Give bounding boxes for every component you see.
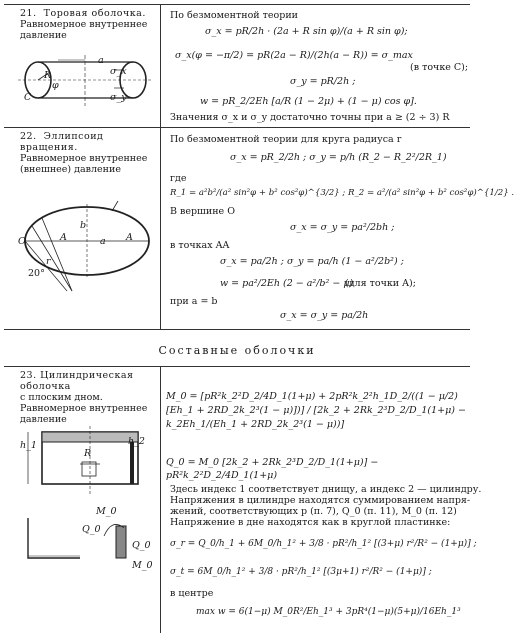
ellipsoid-figure <box>12 196 157 296</box>
formula-22-4: σ_x = pa/2h ; σ_y = pa/h (1 − a²/2b²) ; <box>220 256 404 267</box>
formula-22-5: w = pa²/2Eh (2 − a²/b² − μ) <box>220 278 354 289</box>
section-title: Торовая оболочка. <box>43 8 146 19</box>
section-23-note-3: жений, соответствующих p (п. 7), Q_0 (п. 11), M_0 (п. 12) <box>170 506 457 517</box>
section-subtitle: с плоским дном. Равномерное внутреннее давление <box>20 392 148 425</box>
section-22-for-point-a: (для точки A); <box>345 278 416 289</box>
figure-label-A-right: A <box>126 232 133 243</box>
formula-22-2: R_1 = a²b²/(a² sin²φ + b² cos²φ)^{3/2} ; R_2 = a²/(a² sin²φ + b² cos²φ)^{1/2} . <box>170 188 514 198</box>
figure-label-Q0-right: Q_0 <box>132 540 151 551</box>
formula-21-2: σ_x(φ = −π/2) = pR(2a − R)/(2h(a − R)) = σ_max <box>175 50 413 61</box>
torus-figure <box>18 50 158 110</box>
section-21-point-c: (в точке C); <box>410 62 469 73</box>
section-number: 21. <box>20 8 37 19</box>
formula-22-3: σ_x = σ_y = pa²/2bh ; <box>290 222 395 233</box>
section-22-intro: По безмоментной теории для круга радиуса r <box>170 134 402 145</box>
caption-23 <box>20 370 155 425</box>
formula-23-sigma-r: σ_r = Q_0/h_1 + 6M_0/h_1² + 3/8 · pR²/h_1² [(3+μ) r²/R² − (1+μ)] ; <box>170 539 477 549</box>
figure-label-R: R <box>84 448 92 459</box>
joint-figure <box>20 508 150 568</box>
section-21-accuracy: Значения σ_x и σ_y достаточно точны при a ≥ (2 ÷ 3) R <box>170 112 450 123</box>
formula-22-1: σ_x = pR_2/2h ; σ_y = p/h (R_2 − R_2²/2R_1) <box>230 152 447 163</box>
figure-label-b: b <box>80 220 87 231</box>
section-22-points-aa: в точках AA <box>170 240 230 251</box>
formula-22-6: σ_x = σ_y = pa/2h <box>280 310 369 321</box>
section-subtitle: Равномерное внутреннее давление <box>20 19 148 41</box>
figure-label-C: C <box>24 92 32 103</box>
figure-label-M0-left: M_0 <box>96 506 117 517</box>
rule-after-21 <box>4 127 470 128</box>
column-divider-1 <box>160 4 161 329</box>
rule-before-23 <box>4 366 470 367</box>
formula-23-sigma-t: σ_t = 6M_0/h_1² + 3/8 · pR²/h_1² [(3μ+1) r²/R² − (1+μ)] ; <box>170 567 432 577</box>
rule-after-22 <box>4 329 470 330</box>
caption-22 <box>20 131 155 175</box>
section-title: Эллипсоид вращения. <box>20 131 104 153</box>
section-number: 22. <box>20 131 37 142</box>
figure-label-sigma-x: σ_x <box>110 66 127 77</box>
figure-label-sigma-y: σ_y <box>110 92 127 103</box>
section-title: Цилиндрическая оболочка <box>20 370 134 392</box>
figure-label-a: a <box>98 55 104 66</box>
composite-shells-heading: Составные оболочки <box>158 344 316 357</box>
section-23-note-2: Напряжения в цилиндре находятся суммированием напря- <box>170 495 471 506</box>
formula-23-max-w: max w = 6(1−μ) M_0R²/Eh_1³ + 3pR⁴(1−μ)(5+μ)/16Eh_1³ <box>196 607 461 617</box>
section-22-vertex: В вершине O <box>170 206 235 217</box>
figure-label-h1: h_1 <box>20 440 37 451</box>
section-22-where: где <box>170 173 187 184</box>
formula-21-1: σ_x = pR/2h · (2a + R sin φ)/(a + R sin φ); <box>205 26 408 37</box>
section-number: 23. <box>20 370 37 381</box>
formula-21-3: σ_y = pR/2h ; <box>290 76 356 87</box>
figure-label-angle: 20° <box>28 268 45 279</box>
figure-label-a: a <box>100 236 106 247</box>
formula-21-4: w = pR_2/2Eh [a/R (1 − 2μ) + (1 − μ) cos φ]. <box>200 96 417 107</box>
figure-label-A-left: A <box>60 232 67 243</box>
section-subtitle: Равномерное внутреннее (внешнее) давление <box>20 153 148 175</box>
section-23-note-4: Напряжение в дне находятся как в круглой пластинке: <box>170 517 451 528</box>
figure-label-h2: h_2 <box>128 436 145 447</box>
rule-top <box>4 4 470 5</box>
formula-23-M0: M_0 = [pR²k_2²D_2/4D_1(1+μ) + 2pR²k_2²h_1D_2/((1 − μ/2)[Eh_1 + 2RD_2k_2³(1 − μ)])] / [2k_2 + 2Rk_2³D_2/D_1(1+μ) − k_2Eh_1/(Eh_1 + 2RD_2k_2³(1 − μ))] <box>166 391 466 430</box>
section-21-intro: По безмоментной теории <box>170 10 298 21</box>
section-23-center: в центре <box>170 588 214 599</box>
figure-label-R: R <box>44 70 52 81</box>
figure-label-phi: φ <box>52 80 59 91</box>
column-divider-2 <box>160 366 161 633</box>
figure-label-r: r <box>46 256 51 267</box>
section-23-note-1: Здесь индекс 1 соответствует днищу, а индекс 2 — цилиндру. <box>170 484 482 495</box>
figure-label-O: O <box>18 236 26 247</box>
figure-label-M0-right: M_0 <box>132 560 153 571</box>
caption-21 <box>20 8 155 41</box>
section-22-when: при a = b <box>170 296 218 307</box>
figure-label-Q0-left: Q_0 <box>82 524 101 535</box>
formula-23-Q0: Q_0 = M_0 [2k_2 + 2Rk_2³D_2/D_1(1+μ)] − pR²k_2²D_2/4D_1(1+μ) <box>166 457 379 481</box>
